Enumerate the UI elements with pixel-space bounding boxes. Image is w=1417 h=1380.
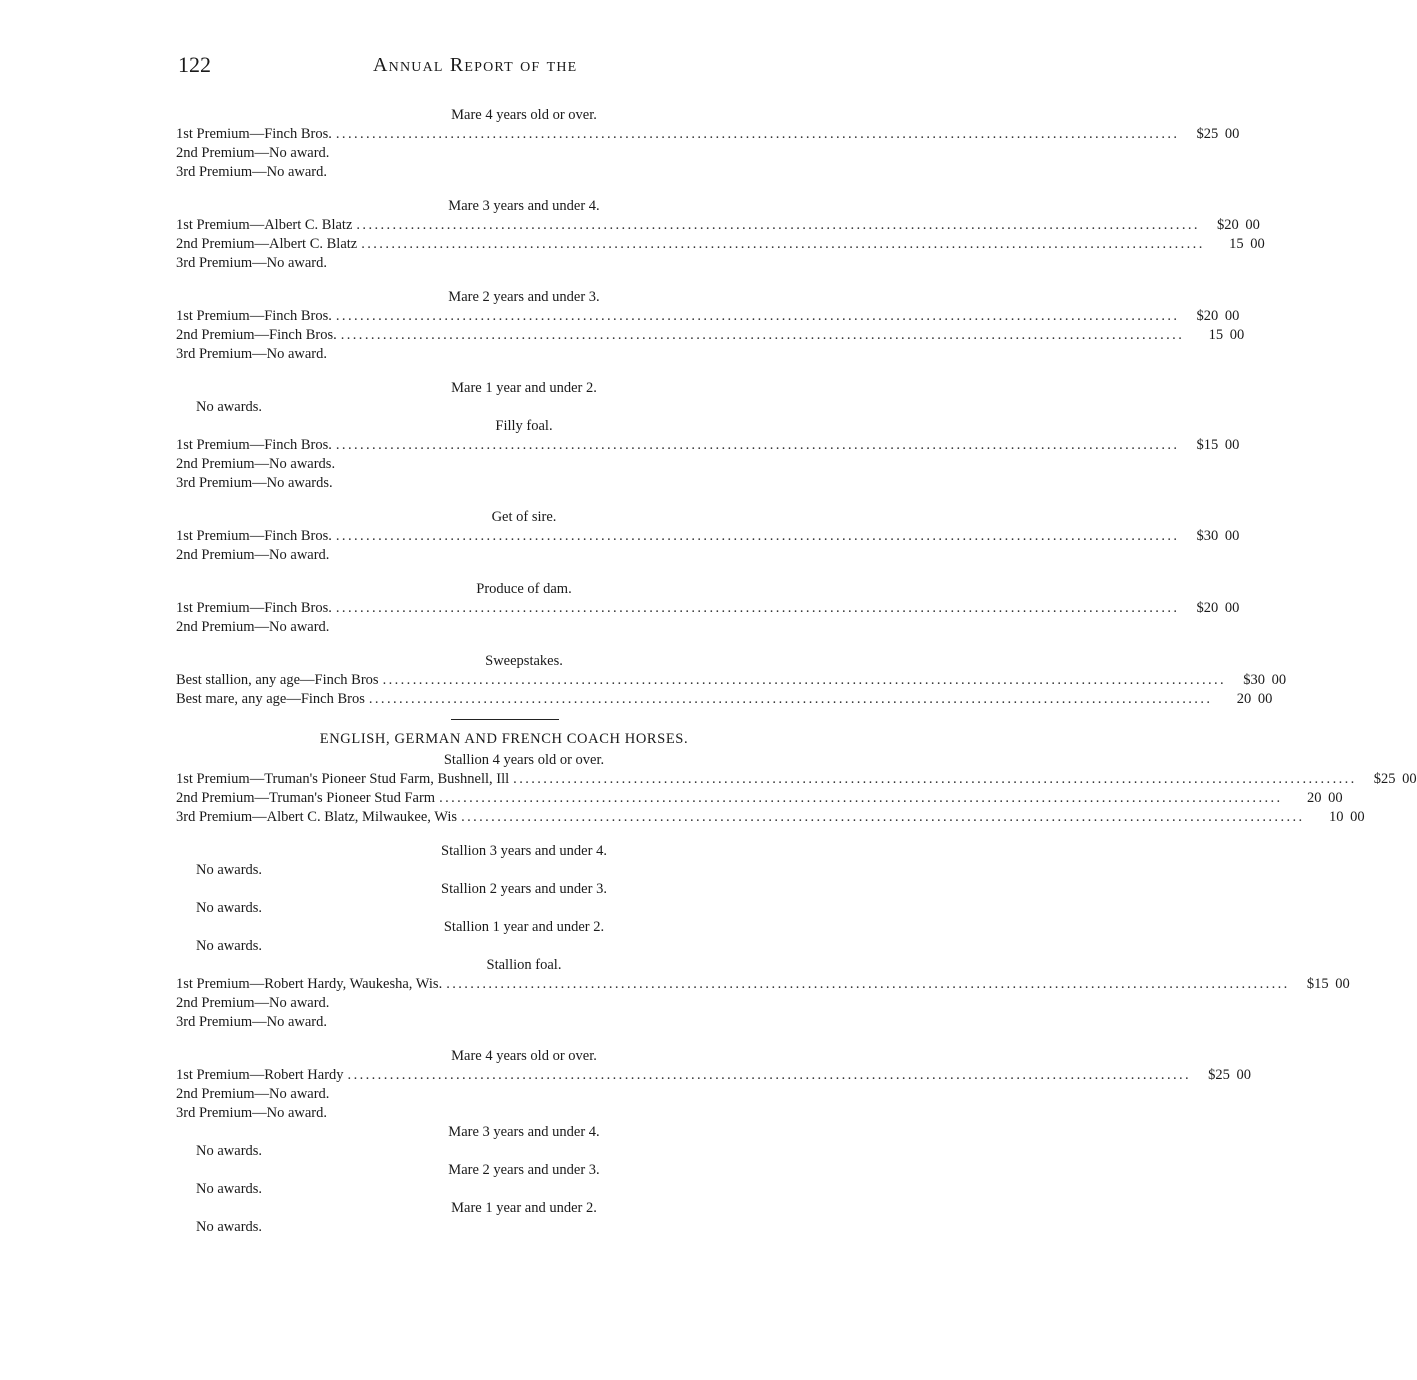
premium-amount: $20 00 <box>1196 600 1240 616</box>
no-awards-note: No awards. <box>196 862 263 878</box>
premium-amount: $30 00 <box>1243 672 1287 688</box>
premium-amount: $20 00 <box>1196 308 1240 324</box>
class-heading: Mare 3 years and under 4. <box>448 198 600 214</box>
class-heading: Stallion 4 years old or over. <box>443 752 605 768</box>
dot-leader: ............................................................................................................................................ <box>335 308 1180 324</box>
premium-row <box>176 975 1350 994</box>
premium-amount: 15 00 <box>1229 236 1265 252</box>
spacer <box>176 493 832 508</box>
premium-row <box>176 235 1265 254</box>
premium-row <box>176 808 1365 827</box>
premium-line: 2nd Premium—No award. <box>176 547 330 563</box>
premium-amount: 15 00 <box>1208 327 1245 343</box>
premium-row <box>176 527 1240 546</box>
dot-leader: ............................................................................................................................................ <box>446 976 1290 992</box>
running-title: Annual Report of the <box>373 54 578 76</box>
spacer <box>176 1032 832 1047</box>
premium-row <box>176 690 1273 709</box>
class-heading: Stallion 2 years and under 3. <box>441 881 607 897</box>
premium-amount: $15 00 <box>1196 437 1240 453</box>
premium-line: 3rd Premium—No award. <box>176 255 328 271</box>
dot-leader: ............................................................................................................................................ <box>382 672 1227 688</box>
premium-amount: $25 00 <box>1208 1067 1252 1083</box>
premium-list <box>176 106 1417 1237</box>
premium-amount: $25 00 <box>1373 771 1417 787</box>
premium-label: 1st Premium—Albert C. Blatz <box>176 217 353 233</box>
premium-label: 1st Premium—Finch Bros. <box>176 126 332 142</box>
page-number: 122 <box>178 52 211 77</box>
premium-line: 2nd Premium—No award. <box>176 145 330 161</box>
no-awards-note: No awards. <box>196 1181 263 1197</box>
dot-leader: ............................................................................................................................................ <box>356 217 1200 233</box>
no-awards-note: No awards. <box>196 399 263 415</box>
no-awards-note: No awards. <box>196 1219 263 1235</box>
dot-leader: ............................................................................................................................................ <box>439 790 1283 806</box>
class-heading: Stallion 3 years and under 4. <box>441 843 607 859</box>
premium-line: 3rd Premium—No awards. <box>176 475 333 491</box>
dot-leader: ............................................................................................................................................ <box>361 236 1205 252</box>
class-heading: Filly foal. <box>495 418 553 434</box>
class-heading: Produce of dam. <box>476 581 572 597</box>
premium-label: 2nd Premium—Finch Bros. <box>176 327 337 343</box>
premium-amount: $20 00 <box>1217 217 1260 233</box>
premium-label: 2nd Premium—Truman's Pioneer Stud Farm <box>176 790 436 806</box>
class-heading: Mare 1 year and under 2. <box>451 380 597 396</box>
section-divider <box>451 719 559 720</box>
premium-label: 1st Premium—Finch Bros. <box>176 600 332 616</box>
premium-row <box>176 770 1417 789</box>
spacer <box>176 273 832 288</box>
premium-row <box>176 125 1240 144</box>
dot-leader: ............................................................................................................................................ <box>335 126 1180 142</box>
spacer <box>176 565 832 580</box>
premium-amount: 20 00 <box>1306 790 1343 806</box>
no-awards-note: No awards. <box>196 1143 263 1159</box>
premium-label: 1st Premium—Truman's Pioneer Stud Farm, Bushnell, Ill <box>176 771 510 787</box>
premium-label: 2nd Premium—Albert C. Blatz <box>176 236 358 252</box>
premium-line: 3rd Premium—No award. <box>176 346 328 362</box>
class-heading: Stallion foal. <box>486 957 562 973</box>
no-awards-note: No awards. <box>196 900 263 916</box>
class-heading: Mare 4 years old or over. <box>451 1048 597 1064</box>
no-awards-note: No awards. <box>196 938 263 954</box>
premium-row <box>176 216 1260 235</box>
premium-row <box>176 307 1240 326</box>
premium-amount: $25 00 <box>1196 126 1240 142</box>
premium-amount: 10 00 <box>1328 809 1365 825</box>
dot-leader: ............................................................................................................................................ <box>368 691 1213 707</box>
premium-line: 2nd Premium—No awards. <box>176 456 336 472</box>
class-heading: Mare 1 year and under 2. <box>451 1200 597 1216</box>
spacer <box>176 364 832 379</box>
premium-amount: 20 00 <box>1236 691 1273 707</box>
class-heading: Mare 3 years and under 4. <box>448 1124 600 1140</box>
premium-line: 2nd Premium—No award. <box>176 619 330 635</box>
premium-label: Best stallion, any age—Finch Bros <box>176 672 379 688</box>
spacer <box>176 182 832 197</box>
premium-row <box>176 599 1240 618</box>
premium-line: 2nd Premium—No award. <box>176 1086 330 1102</box>
premium-label: 1st Premium—Robert Hardy <box>176 1067 344 1083</box>
class-heading: Mare 4 years old or over. <box>451 107 597 123</box>
premium-line: 2nd Premium—No award. <box>176 995 330 1011</box>
premium-row <box>176 326 1245 345</box>
premium-label: 1st Premium—Finch Bros. <box>176 528 332 544</box>
premium-label: 1st Premium—Finch Bros. <box>176 437 332 453</box>
dot-leader: ............................................................................................................................................ <box>513 771 1357 787</box>
premium-row <box>176 436 1240 455</box>
dot-leader: ............................................................................................................................................ <box>340 327 1185 343</box>
dot-leader: ............................................................................................................................................ <box>461 809 1305 825</box>
dot-leader: ............................................................................................................................................ <box>347 1067 1192 1083</box>
section-title: ENGLISH, GERMAN AND FRENCH COACH HORSES. <box>319 731 689 747</box>
premium-line: 3rd Premium—No award. <box>176 1105 328 1121</box>
premium-row <box>176 1066 1252 1085</box>
premium-label: 1st Premium—Finch Bros. <box>176 308 332 324</box>
class-heading: Get of sire. <box>491 509 557 525</box>
dot-leader: ............................................................................................................................................ <box>335 600 1180 616</box>
dot-leader: ............................................................................................................................................ <box>335 528 1180 544</box>
dot-leader: ............................................................................................................................................ <box>335 437 1180 453</box>
spacer <box>176 637 832 652</box>
class-heading: Sweepstakes. <box>485 653 563 669</box>
page-header <box>178 52 838 86</box>
class-heading: Mare 2 years and under 3. <box>448 289 600 305</box>
premium-row <box>176 671 1287 690</box>
class-heading: Mare 2 years and under 3. <box>448 1162 600 1178</box>
premium-line: 3rd Premium—No award. <box>176 164 328 180</box>
premium-label: Best mare, any age—Finch Bros <box>176 691 365 707</box>
premium-label: 3rd Premium—Albert C. Blatz, Milwaukee, Wis <box>176 809 458 825</box>
premium-amount: $15 00 <box>1306 976 1350 992</box>
spacer <box>176 827 832 842</box>
class-heading: Stallion 1 year and under 2. <box>443 919 605 935</box>
premium-line: 3rd Premium—No award. <box>176 1014 328 1030</box>
premium-label: 1st Premium—Robert Hardy, Waukesha, Wis. <box>176 976 443 992</box>
premium-row <box>176 789 1343 808</box>
premium-amount: $30 00 <box>1196 528 1240 544</box>
